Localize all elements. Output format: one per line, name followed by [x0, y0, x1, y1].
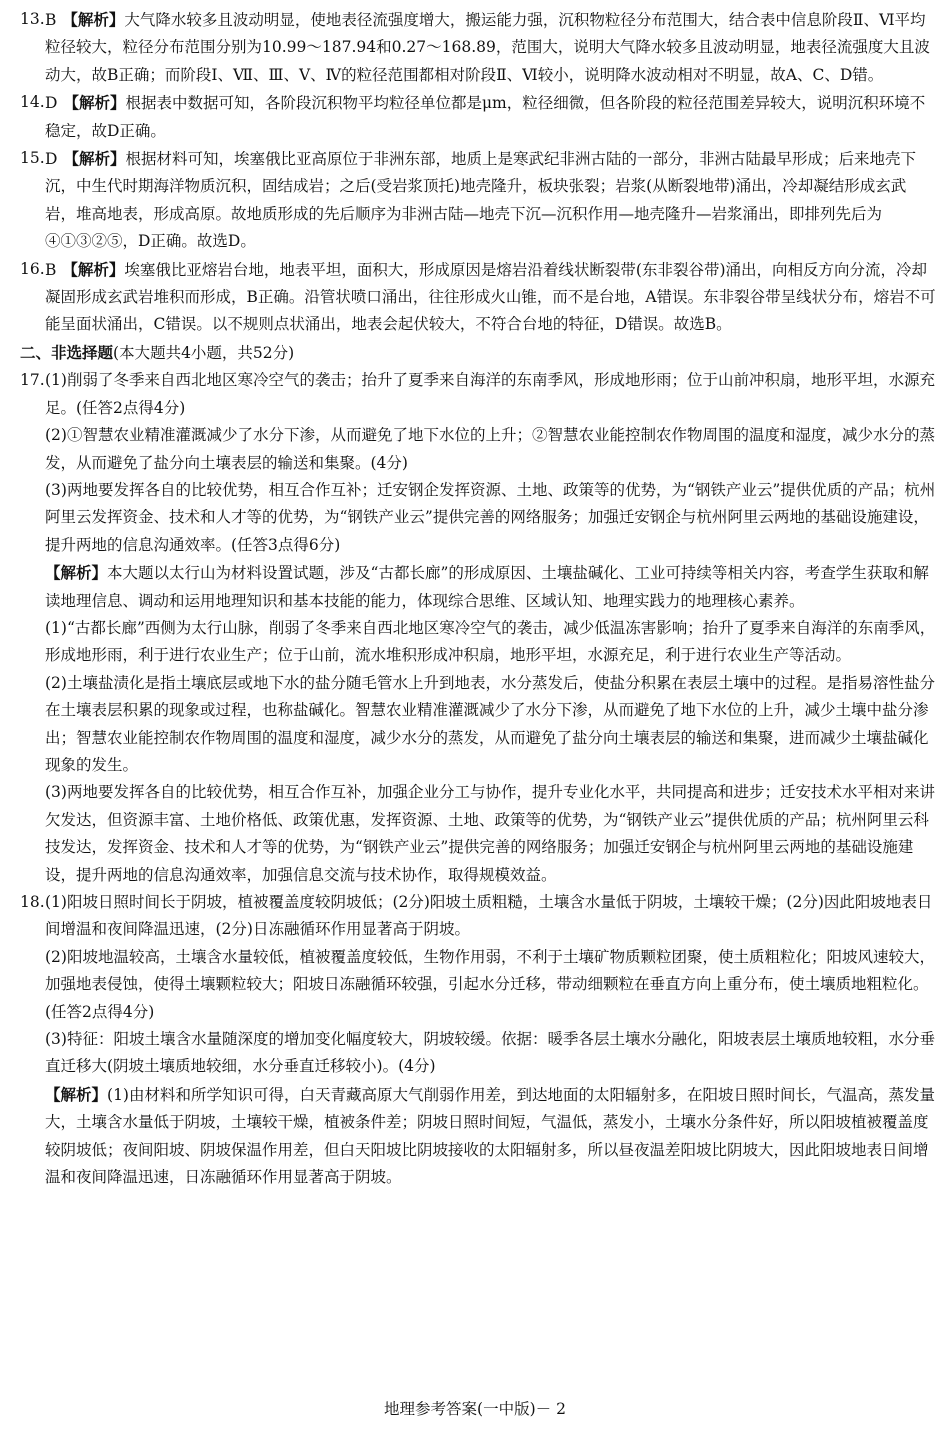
answer-part-1: (1)削弱了冬季来自西北地区寒冷空气的袭击；抬升了夏季来自海洋的东南季风，形成地形雨；位于山前冲积扇，地形平坦，水源充足。(任答2点得4分)	[45, 371, 935, 417]
section-heading	[20, 339, 936, 367]
analysis-tag: 【解析】	[45, 1084, 108, 1104]
analysis-part-3: (3)两地要发挥各自的比较优势，相互合作互补，加强企业分工与协作，提升专业化水平，共同提高和进步；迁安技术水平相对来讲欠发达，但资源丰富、土地价格低、政策优惠，发挥资源、土地、政策等的优势，为“钢铁产业云”提供优质的产品；杭州阿里云科技发达，发挥资金、技术和人才等的优势，为“钢铁产业云”提供完善的网络服务；加强迁安钢企与杭州阿里云两地的基础设施建设，提升两地的信息沟通效率，加强信息交流与技术协作，取得规模效益。	[45, 783, 935, 884]
question-17	[20, 367, 936, 889]
answer-letter: B	[45, 11, 57, 29]
analysis-text: 埃塞俄比亚熔岩台地，地表平坦，面积大，形成原因是熔岩沿着线状断裂带(东非裂谷带)涌出，向相反方向分流，冷却凝固形成玄武岩堆积而形成，B正确。沿管状喷口涌出，往往形成火山锥，而不是台地，A错误。东非裂谷带呈线状分布，熔岩不可能呈面状涌出，C错误。以不规则点状涌出，地表会起伏较大，不符合台地的特征，D错误。故选B。	[45, 260, 936, 334]
question-14	[20, 89, 936, 145]
section-subtitle: (本大题共4小题，共52分)	[113, 343, 295, 362]
analysis-text: 大气降水较多且波动明显，使地表径流强度增大，搬运能力强，沉积物粒径分布范围大，结合表中信息阶段Ⅱ、Ⅵ平均粒径较大，粒径分布范围分别为10.99～187.94和0.27～168.89，范围大，说明大气降水较多且波动明显，地表径流强度大且波动大，故B正确；而阶段Ⅰ、Ⅶ、Ⅲ、Ⅴ、Ⅳ的粒径范围都相对阶段Ⅱ、Ⅵ较小，说明降水波动相对不明显，故A、C、D错。	[45, 11, 930, 84]
analysis-part-1	[45, 1081, 936, 1192]
question-15	[20, 145, 936, 256]
question-18	[20, 889, 936, 1191]
answer-letter: D	[45, 150, 58, 169]
page-footer: 地理参考答案(一中版)－ 2	[384, 1400, 566, 1418]
answer-part-2: (2)阳坡地温较高，土壤含水量较低，植被覆盖度较低，生物作用弱，不利于土壤矿物质颗粒团聚，使土质粗粒化；阳坡风速较大，加强地表侵蚀，使得土壤颗粒较大；阳坡日冻融循环较强，引起水分迁移，带动细颗粒在垂直方向上重分布，使土壤质地粗粒化。(任答2点得4分)	[45, 947, 935, 1021]
answer-part-3: (3)两地要发挥各自的比较优势，相互合作互补；迁安钢企发挥资源、土地、政策等的优势，为“钢铁产业云”提供优质的产品；杭州阿里云发挥资金、技术和人才等的优势，为“钢铁产业云”提供完善的网络服务；加强迁安钢企与杭州阿里云两地的基础设施建设，提升两地的信息沟通效率。(任答3点得6分)	[45, 480, 936, 554]
answer-letter: B	[45, 260, 57, 279]
answer-letter: D	[45, 94, 58, 113]
analysis-text: 根据表中数据可知，各阶段沉积物平均粒径单位都是μm，粒径细微，但各阶段的粒径范围差异较大，说明沉积环境不稳定，故D正确。	[45, 94, 926, 140]
analysis-intro	[45, 559, 936, 615]
question-number: 16.	[20, 259, 45, 278]
answer-part-3: (3)特征：阳坡土壤含水量随深度的增加变化幅度较大，阴坡较缓。依据：暖季各层土壤水分融化，阳坡表层土壤质地较粗，水分垂直迁移大(阴坡土壤质地较细，水分垂直迁移较小)。(4分)	[45, 1030, 935, 1076]
question-number: 13.	[20, 10, 45, 28]
analysis-tag: 【解析】	[62, 259, 125, 279]
analysis-text: (1)由材料和所学知识可得，白天青藏高原大气削弱作用差，到达地面的太阳辐射多，在阳坡日照时间长，气温高，蒸发量大，土壤含水量低于阴坡，土壤较干燥，植被条件差；阴坡日照时间短，气温低，蒸发小，土壤水分条件好，所以阳坡植被覆盖度较阴坡低；夜间阳坡、阴坡保温作用差，但白天阳坡比阴坡接收的太阳辐射多，所以昼夜温差阳坡比阴坡大，因此阳坡地表日间增温和夜间降温迅速，日冻融循环作用显著高于阴坡。	[45, 1085, 935, 1187]
question-number: 18.	[20, 893, 45, 911]
analysis-tag: 【解析】	[63, 149, 126, 169]
analysis-tag: 【解析】	[45, 563, 108, 583]
question-13	[20, 6, 936, 89]
analysis-part-2: (2)土壤盐渍化是指土壤底层或地下水的盐分随毛管水上升到地表，水分蒸发后，使盐分积累在表层土壤中的过程。是指易溶性盐分在土壤表层积累的现象或过程，也称盐碱化。智慧农业精准灌溉减少了水分下渗，从而避免了地下水位的上升，减少土壤中盐分渗出；智慧农业能控制农作物周围的温度和湿度，减少水分的蒸发，从而避免了盐分向土壤表层的输送和集聚，进而减少土壤盐碱化现象的发生。	[45, 673, 935, 774]
analysis-text: 根据材料可知，埃塞俄比亚高原位于非洲东部，地质上是寒武纪非洲古陆的一部分，非洲古陆最早形成；后来地壳下沉，中生代时期海洋物质沉积，固结成岩；之后(受岩浆顶托)地壳隆升，板块张裂；岩浆(从断裂地带)涌出，冷却凝结形成玄武岩，堆高地表，形成高原。故地质形成的先后顺序为非洲古陆—地壳下沉—沉积作用—地壳隆升—岩浆涌出，即排列先后为④①③②⑤，D正确。故选D。	[45, 150, 916, 251]
analysis-tag: 【解析】	[63, 93, 126, 113]
answer-part-1: (1)阳坡日照时间长于阴坡，植被覆盖度较阴坡低；(2分)阳坡土质粗糙，土壤含水量低于阴坡，土壤较干燥；(2分)因此阳坡地表日间增温和夜间降温迅速，(2分)日冻融循环作用显著高于阴坡。	[45, 893, 933, 939]
question-16	[20, 256, 936, 339]
analysis-intro-text: 本大题以太行山为材料设置试题，涉及“古都长廊”的形成原因、土壤盐碱化、工业可持续等相关内容，考查学生获取和解读地理信息、调动和运用地理知识和基本技能的能力，体现综合思维、区域认知、地理实践力的地理核心素养。	[45, 564, 929, 610]
analysis-tag: 【解析】	[62, 10, 125, 29]
question-number: 14.	[20, 93, 45, 112]
analysis-part-1: (1)“古都长廊”西侧为太行山脉，削弱了冬季来自西北地区寒冷空气的袭击，减少低温冻害影响；抬升了夏季来自海洋的东南季风，形成地形雨，利于进行农业生产；位于山前，流水堆积形成冲积扇，地形平坦，水源充足，利于进行农业生产等活动。	[45, 618, 936, 665]
section-title: 二、非选择题	[20, 342, 114, 362]
question-number: 15.	[20, 149, 45, 168]
answer-part-2: (2)①智慧农业精准灌溉减少了水分下渗，从而避免了地下水位的上升；②智慧农业能控制农作物周围的温度和湿度，减少水分的蒸发，从而避免了盐分向土壤表层的输送和集聚。(4分)	[45, 426, 935, 472]
question-number: 17.	[20, 371, 45, 390]
